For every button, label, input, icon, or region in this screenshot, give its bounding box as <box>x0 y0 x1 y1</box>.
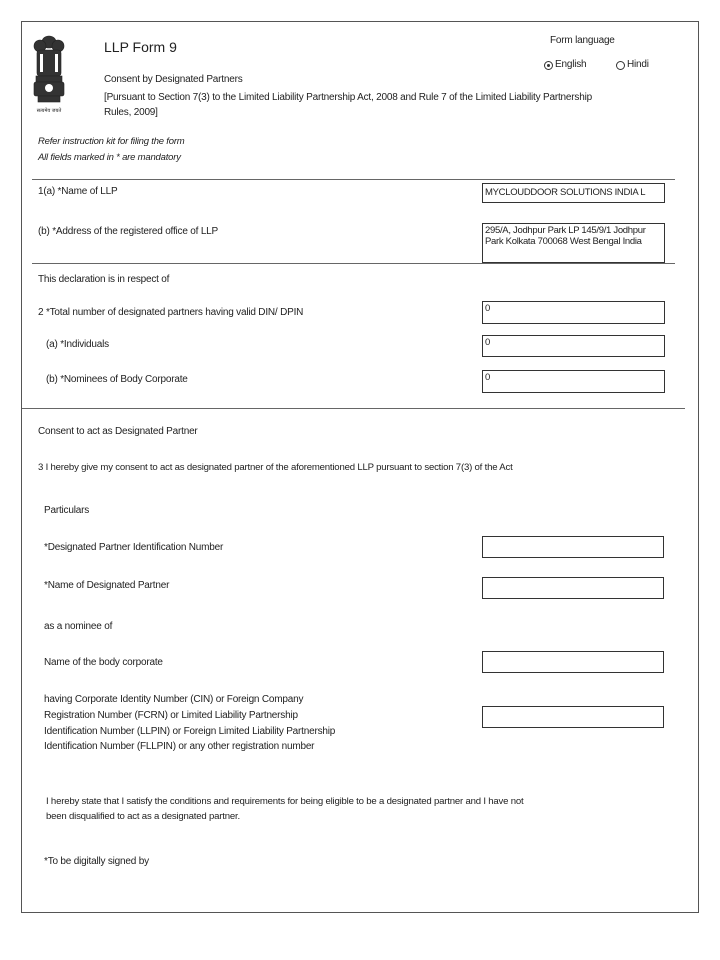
divider <box>22 408 685 409</box>
individuals-label: (a) *Individuals <box>46 339 109 350</box>
instruction-note: Refer instruction kit for filing the form <box>38 136 185 147</box>
form-page <box>21 21 699 913</box>
consent-heading: Consent to act as Designated Partner <box>38 426 198 437</box>
form-subtitle: Consent by Designated Partners <box>104 74 243 85</box>
partner-name-label: *Name of Designated Partner <box>44 580 170 591</box>
cin-label-line1: having Corporate Identity Number (CIN) or Foreign Company <box>44 694 304 705</box>
consent-text: 3 I hereby give my consent to act as designated partner of the aforementioned LLP pursuant to section 7(3) of the Act <box>38 462 513 473</box>
cin-label-line4: Identification Number (FLLPIN) or any other registration number <box>44 741 315 752</box>
llp-address-label: (b) *Address of the registered office of LLP <box>38 226 219 237</box>
emblem-caption: सत्यमेव जयते <box>36 108 62 114</box>
cin-label-line3: Identification Number (LLPIN) or Foreign Limited Liability Partnership <box>44 726 336 737</box>
language-hindi-label: Hindi <box>627 59 649 70</box>
digital-signature-label: *To be digitally signed by <box>44 856 149 867</box>
particulars-heading: Particulars <box>44 505 90 516</box>
radio-english[interactable] <box>544 61 553 70</box>
total-partners-label: 2 *Total number of designated partners having valid DIN/ DPIN <box>38 307 304 318</box>
divider <box>32 179 675 180</box>
form-title: LLP Form 9 <box>104 39 177 55</box>
partner-name-field[interactable] <box>482 577 664 599</box>
llp-name-label: 1(a) *Name of LLP <box>38 186 118 197</box>
language-english-option[interactable] <box>542 58 622 72</box>
legal-reference-line2: Rules, 2009] <box>104 107 158 118</box>
nominees-field[interactable]: 0 <box>482 370 665 393</box>
body-corporate-field[interactable] <box>482 651 664 673</box>
body-corporate-label: Name of the body corporate <box>44 657 163 668</box>
cin-field[interactable] <box>482 706 664 728</box>
declaration-heading: This declaration is in respect of <box>38 274 170 285</box>
individuals-field[interactable]: 0 <box>482 335 665 357</box>
total-partners-field[interactable]: 0 <box>482 301 665 324</box>
mandatory-note: All fields marked in * are mandatory <box>38 152 181 163</box>
dpin-label: *Designated Partner Identification Number <box>44 542 224 553</box>
language-english-label: English <box>555 59 587 70</box>
language-hindi-option[interactable] <box>614 58 684 72</box>
form-language-label: Form language <box>550 35 615 46</box>
dpin-field[interactable] <box>482 536 664 558</box>
legal-reference-line1: [Pursuant to Section 7(3) to the Limited Liability Partnership Act, 2008 and Rule 7 of the Limited Liability Partnership <box>104 92 592 103</box>
cin-label-line2: Registration Number (FCRN) or Limited Liability Partnership <box>44 710 298 721</box>
eligibility-statement-line2: been disqualified to act as a designated partner. <box>46 811 240 822</box>
nominee-of-label: as a nominee of <box>44 621 113 632</box>
radio-hindi[interactable] <box>616 61 625 70</box>
llp-name-field[interactable]: MYCLOUDDOOR SOLUTIONS INDIA L <box>482 183 665 203</box>
divider <box>32 263 675 264</box>
llp-address-field[interactable]: 295/A, Jodhpur Park LP 145/9/1 Jodhpur Park Kolkata 700068 West Bengal India <box>482 223 665 263</box>
state-emblem-icon <box>30 32 68 118</box>
nominees-label: (b) *Nominees of Body Corporate <box>46 374 188 385</box>
eligibility-statement-line1: I hereby state that I satisfy the conditions and requirements for being eligible to be a designated partner and I have not <box>46 796 524 807</box>
